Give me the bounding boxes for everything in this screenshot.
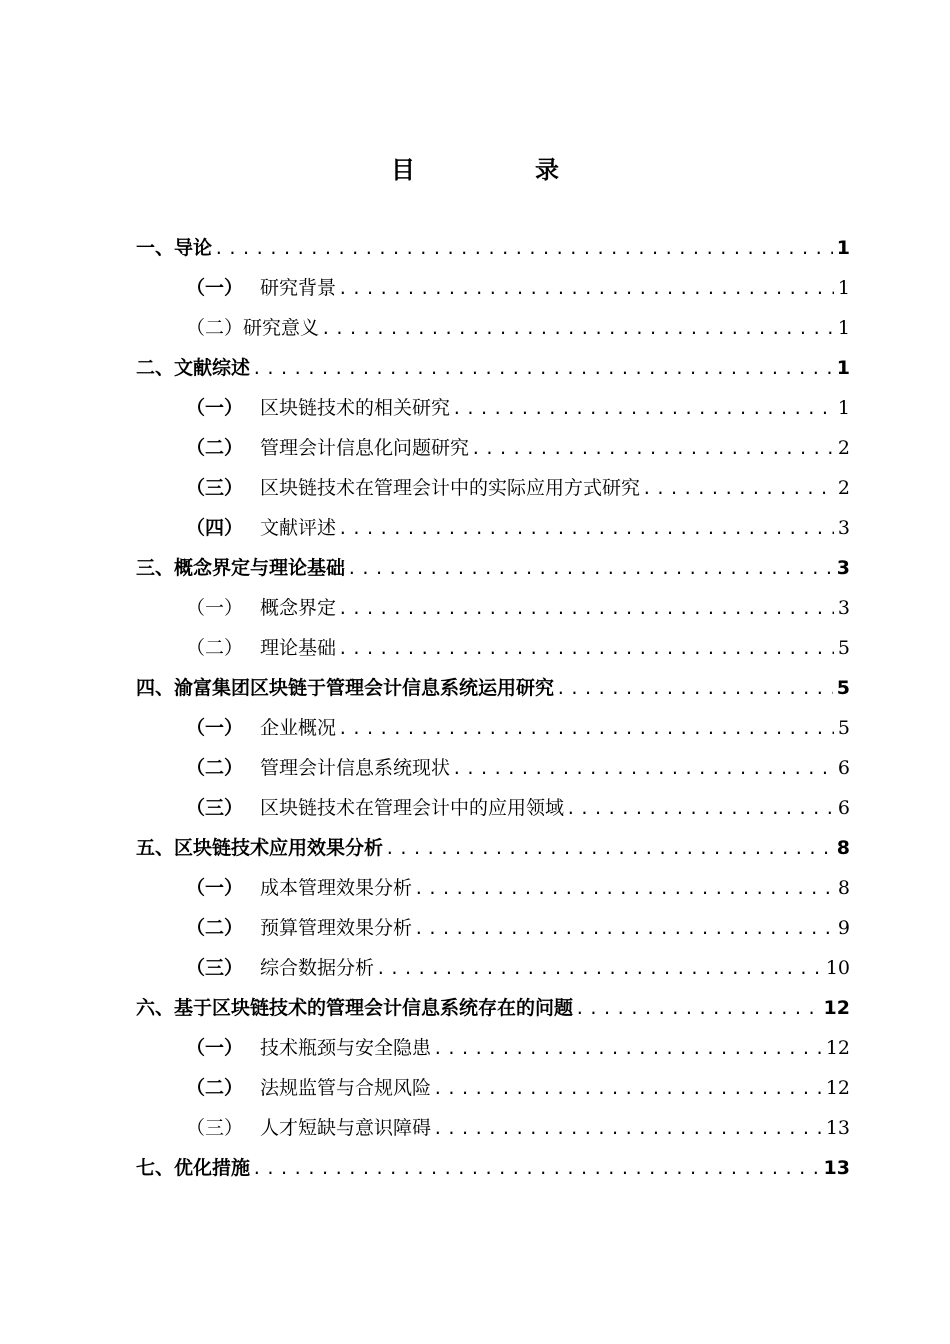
toc-dot-leader: [214, 229, 833, 269]
toc-entry-title: 企业概况: [260, 717, 337, 739]
toc-entry-number: 六、: [136, 997, 175, 1019]
toc-entry-title: 成本管理效果分析: [260, 877, 413, 899]
toc-dot-leader: [338, 269, 834, 309]
toc-entry-number: （三）: [186, 957, 244, 979]
toc-dot-leader: [433, 1069, 822, 1109]
toc-entry-number: （一）: [186, 397, 244, 419]
toc-page-number: 13: [823, 1157, 850, 1179]
toc-page-number: 8: [837, 877, 850, 899]
toc-page-number: 12: [823, 997, 850, 1019]
toc-section-entry[interactable]: [136, 388, 850, 428]
toc-section-entry[interactable]: [136, 868, 850, 908]
toc-entry-title: 法规监管与合规风险: [260, 1077, 432, 1099]
toc-page-number: 1: [836, 357, 850, 379]
toc-dot-leader: [338, 629, 834, 669]
toc-page-number: 3: [836, 557, 850, 579]
toc-dot-leader: [414, 869, 834, 909]
toc-chapter-entry[interactable]: [136, 1148, 850, 1188]
toc-entry-number: （四）: [186, 517, 244, 539]
toc-chapter-entry[interactable]: [136, 988, 850, 1028]
toc-chapter-entry[interactable]: [136, 548, 850, 588]
toc-entry-title: 优化措施: [174, 1157, 251, 1179]
toc-entry-number: （一）: [186, 717, 244, 739]
toc-dot-leader: [452, 749, 834, 789]
toc-entry-number: （一）: [186, 1037, 244, 1059]
toc-entry-title: 概念界定与理论基础: [174, 557, 346, 579]
toc-entry-number: （一）: [186, 597, 244, 619]
toc-entry-number: （三）: [186, 1117, 244, 1139]
toc-entry-title: 人才短缺与意识障碍: [260, 1117, 432, 1139]
toc-section-entry[interactable]: [136, 1028, 850, 1068]
toc-page-number: 12: [825, 1077, 850, 1099]
toc-section-entry[interactable]: [136, 908, 850, 948]
toc-dot-leader: [433, 1029, 822, 1069]
toc-entry-title: 基于区块链技术的管理会计信息系统存在的问题: [174, 997, 574, 1019]
toc-entry-number: 三、: [136, 557, 175, 579]
toc-section-entry[interactable]: [136, 508, 850, 548]
toc-page-number: 10: [825, 957, 850, 979]
toc-entry-title: 研究意义: [243, 317, 320, 339]
toc-entry-title: 研究背景: [260, 277, 337, 299]
table-of-contents: [136, 228, 850, 1188]
toc-dot-leader: [338, 709, 834, 749]
toc-page-number: 1: [837, 397, 850, 419]
toc-page-number: 8: [836, 837, 850, 859]
toc-section-entry[interactable]: [136, 588, 850, 628]
toc-section-entry[interactable]: [136, 1068, 850, 1108]
toc-entry-number: （二）: [186, 437, 244, 459]
toc-entry-number: （二）: [186, 317, 244, 339]
toc-section-entry[interactable]: [136, 1108, 850, 1148]
toc-page-number: 1: [836, 237, 850, 259]
toc-dot-leader: [575, 989, 820, 1029]
toc-entry-title: 概念界定: [260, 597, 337, 619]
toc-dot-leader: [433, 1109, 822, 1149]
toc-dot-leader: [642, 469, 834, 509]
toc-dot-leader: [252, 349, 833, 389]
toc-section-entry[interactable]: [136, 948, 850, 988]
toc-entry-number: 五、: [136, 837, 175, 859]
toc-dot-leader: [471, 429, 834, 469]
toc-entry-number: 四、: [136, 677, 175, 699]
toc-entry-title: 管理会计信息化问题研究: [260, 437, 470, 459]
toc-section-entry[interactable]: [136, 708, 850, 748]
toc-section-entry[interactable]: [136, 268, 850, 308]
toc-page-number: 5: [837, 637, 850, 659]
toc-section-entry[interactable]: [136, 308, 850, 348]
toc-dot-leader: [452, 389, 834, 429]
toc-chapter-entry[interactable]: [136, 348, 850, 388]
toc-entry-number: 二、: [136, 357, 175, 379]
toc-dot-leader: [338, 589, 834, 629]
toc-section-entry[interactable]: [136, 628, 850, 668]
toc-page-number: 2: [837, 437, 850, 459]
toc-section-entry[interactable]: [136, 468, 850, 508]
toc-dot-leader: [347, 549, 833, 589]
toc-entry-number: 七、: [136, 1157, 175, 1179]
toc-entry-number: （三）: [186, 797, 244, 819]
toc-entry-title: 管理会计信息系统现状: [260, 757, 451, 779]
toc-entry-title: 综合数据分析: [260, 957, 375, 979]
toc-page-number: 13: [825, 1117, 850, 1139]
toc-entry-title: 渝富集团区块链于管理会计信息系统运用研究: [174, 677, 555, 699]
toc-entry-title: 区块链技术的相关研究: [260, 397, 451, 419]
toc-page-number: 2: [837, 477, 850, 499]
toc-section-entry[interactable]: [136, 748, 850, 788]
toc-entry-number: （一）: [186, 277, 244, 299]
toc-entry-number: （一）: [186, 877, 244, 899]
toc-entry-title: 技术瓶颈与安全隐患: [260, 1037, 432, 1059]
toc-page-number: 6: [837, 797, 850, 819]
toc-entry-title: 区块链技术应用效果分析: [174, 837, 384, 859]
toc-page-number: 9: [837, 917, 850, 939]
toc-entry-title: 导论: [174, 237, 213, 259]
toc-dot-leader: [376, 949, 822, 989]
toc-entry-number: （二）: [186, 917, 244, 939]
toc-section-entry[interactable]: [136, 428, 850, 468]
toc-entry-number: （二）: [186, 1077, 244, 1099]
toc-title: 目 录: [391, 156, 607, 184]
toc-chapter-entry[interactable]: [136, 668, 850, 708]
toc-entry-number: （二）: [186, 637, 244, 659]
toc-entry-title: 文献综述: [174, 357, 251, 379]
toc-entry-number: （三）: [186, 477, 244, 499]
toc-dot-leader: [338, 509, 834, 549]
toc-dot-leader: [321, 309, 834, 349]
toc-dot-leader: [252, 1149, 820, 1189]
toc-section-entry[interactable]: [136, 788, 850, 828]
toc-entry-title: 文献评述: [260, 517, 337, 539]
toc-entry-title: 预算管理效果分析: [260, 917, 413, 939]
toc-page-number: 12: [825, 1037, 850, 1059]
toc-entry-number: （二）: [186, 757, 244, 779]
toc-page-number: 1: [837, 317, 850, 339]
toc-entry-title: 区块链技术在管理会计中的实际应用方式研究: [260, 477, 641, 499]
toc-dot-leader: [414, 909, 834, 949]
toc-page-number: 3: [837, 597, 850, 619]
toc-page-number: 1: [837, 277, 850, 299]
toc-dot-leader: [566, 789, 834, 829]
toc-chapter-entry[interactable]: [136, 828, 850, 868]
toc-page-number: 5: [836, 677, 850, 699]
toc-entry-number: 一、: [136, 237, 175, 259]
toc-chapter-entry[interactable]: [136, 228, 850, 268]
toc-page-number: 3: [837, 517, 850, 539]
toc-entry-title: 区块链技术在管理会计中的应用领域: [260, 797, 565, 819]
toc-entry-title: 理论基础: [260, 637, 337, 659]
toc-page-number: 5: [837, 717, 850, 739]
toc-dot-leader: [385, 829, 833, 869]
toc-dot-leader: [556, 669, 833, 709]
toc-page-number: 6: [837, 757, 850, 779]
